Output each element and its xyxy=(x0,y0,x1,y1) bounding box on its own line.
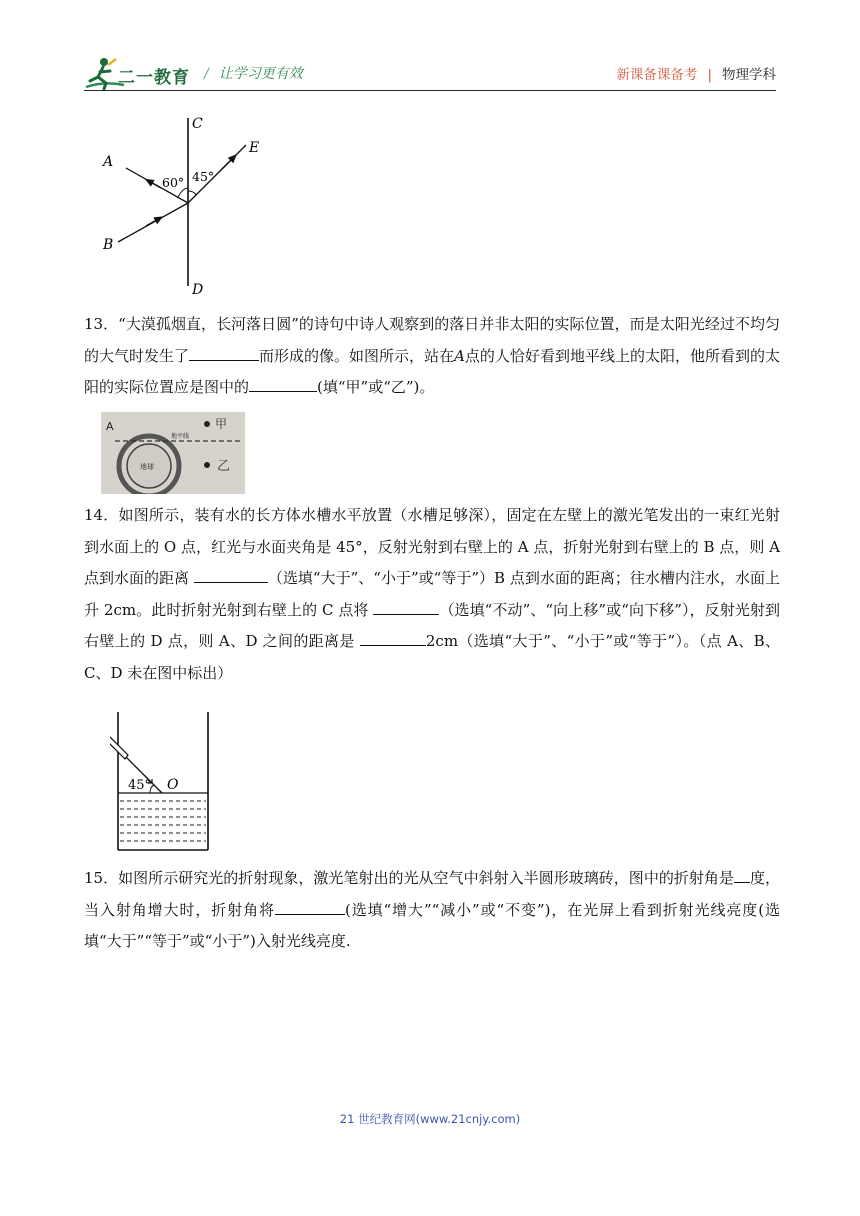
water-hatching xyxy=(120,801,206,841)
q14-blank-1[interactable] xyxy=(194,568,268,583)
q14-text-3: （选填“不动”、“向上移”或“向下移”），反射光射到右壁上的 D 点，则 A、D 之间的距离是 xyxy=(84,600,780,650)
question-14 xyxy=(84,500,780,689)
tank-label-o: O xyxy=(167,777,179,793)
sunset-diagram xyxy=(101,412,245,494)
laser-pen-icon xyxy=(110,734,128,759)
q14-text-2: （选填“大于”、“小于”或“等于”）B 点到水面的距离；往水槽内注水，水面上升 2cm。此时折射光射到右壁上的 C 点将 xyxy=(84,569,780,619)
angle-60-label: 60° xyxy=(162,175,185,190)
horizon-label: 地平线 xyxy=(171,433,190,440)
earth-label: 地球 xyxy=(140,463,154,471)
header-slogan: / 让学习更有效 xyxy=(204,66,303,82)
label-b: B xyxy=(103,237,114,253)
question-15 xyxy=(84,863,780,958)
q15-number: 15． xyxy=(84,869,119,887)
water-tank-diagram xyxy=(110,708,222,856)
page-header xyxy=(0,0,860,95)
page-footer[interactable]: 21 世纪教育网(www.21cnjy.com) xyxy=(339,1112,521,1126)
slogan-text: 让学习更有效 xyxy=(218,66,303,82)
q14-text-4: 2cm（选填“大于”、“小于”或“等于”）。（点 A、B、C、D 未在图中标出） xyxy=(84,632,780,682)
q14-text-1: 如图所示，装有水的长方体水槽水平放置（水槽足够深），固定在左壁上的激光笔发出的一束红光射到水面上的 O 点，红光与水面夹角是 45°，反射光射到右壁上的 A 点，折射光射到右壁上的 B 点，则 A 点到水面的距离 xyxy=(84,506,780,587)
tank-angle-label: 45° xyxy=(128,778,152,793)
point-jia-dot xyxy=(204,421,210,427)
q15-text-3: (选填“增大”“减小”或“不变”)，在光屏上看到折射光线亮度 xyxy=(344,900,759,919)
q13-text-2: 而形成的像。如图所示，站在 xyxy=(259,346,455,365)
sunset-label-a: A xyxy=(106,420,114,433)
header-rule xyxy=(84,90,776,91)
q15-blank-2[interactable] xyxy=(275,900,345,915)
header-right xyxy=(616,63,776,83)
angle-arc-45 xyxy=(188,191,196,195)
q14-number: 14． xyxy=(84,506,119,524)
point-yi-dot xyxy=(204,462,210,468)
q14-blank-2[interactable] xyxy=(373,600,439,615)
q15-text-1: 如图所示研究光的折射现象，激光笔射出的光从空气中斜射入半圆形玻璃砖，图中的折射角是 xyxy=(118,869,734,887)
header-separator: | xyxy=(707,67,712,83)
q13-blank-2[interactable] xyxy=(249,377,317,392)
header-course-label: 新课备课备考 xyxy=(616,67,698,83)
question-13 xyxy=(84,309,780,404)
q13-text-4: (填“甲”或“乙”)。 xyxy=(317,378,435,396)
q14-blank-3[interactable] xyxy=(360,631,426,646)
q13-number: 13． xyxy=(84,315,119,333)
header-subject-label: 物理学科 xyxy=(722,67,776,83)
q15-text-4: (选填“大于”“等于”或“小于”)入射光线亮度. xyxy=(84,900,780,950)
arrow-oa xyxy=(146,180,161,189)
label-yi: 乙 xyxy=(217,459,231,474)
angle-45-label: 45° xyxy=(192,169,215,184)
label-e: E xyxy=(249,140,260,156)
q13-point-a: A xyxy=(454,346,465,365)
q13-text-3: 点的人恰好看到地平线上的太阳，他所看到的太阳的实际位置应是图中的 xyxy=(84,346,780,396)
logo-text: 二一教育 xyxy=(118,68,190,88)
label-a: A xyxy=(103,154,114,170)
q13-blank-1[interactable] xyxy=(189,346,259,361)
q15-text-2: 度，当入射角增大时，折射角将 xyxy=(84,869,780,919)
q13-text-1: “大漠孤烟直，长河落日圆”的诗句中诗人观察到的落日并非太阳的实际位置，而是太阳光经过不均匀的大气时发生了 xyxy=(84,315,780,365)
arrow-oe xyxy=(221,155,236,170)
label-d: D xyxy=(192,282,204,298)
label-c: C xyxy=(192,116,203,132)
q15-blank-1[interactable] xyxy=(734,868,750,883)
label-jia: 甲 xyxy=(215,417,228,431)
arrow-bo xyxy=(146,217,162,226)
reflection-diagram xyxy=(96,108,276,300)
